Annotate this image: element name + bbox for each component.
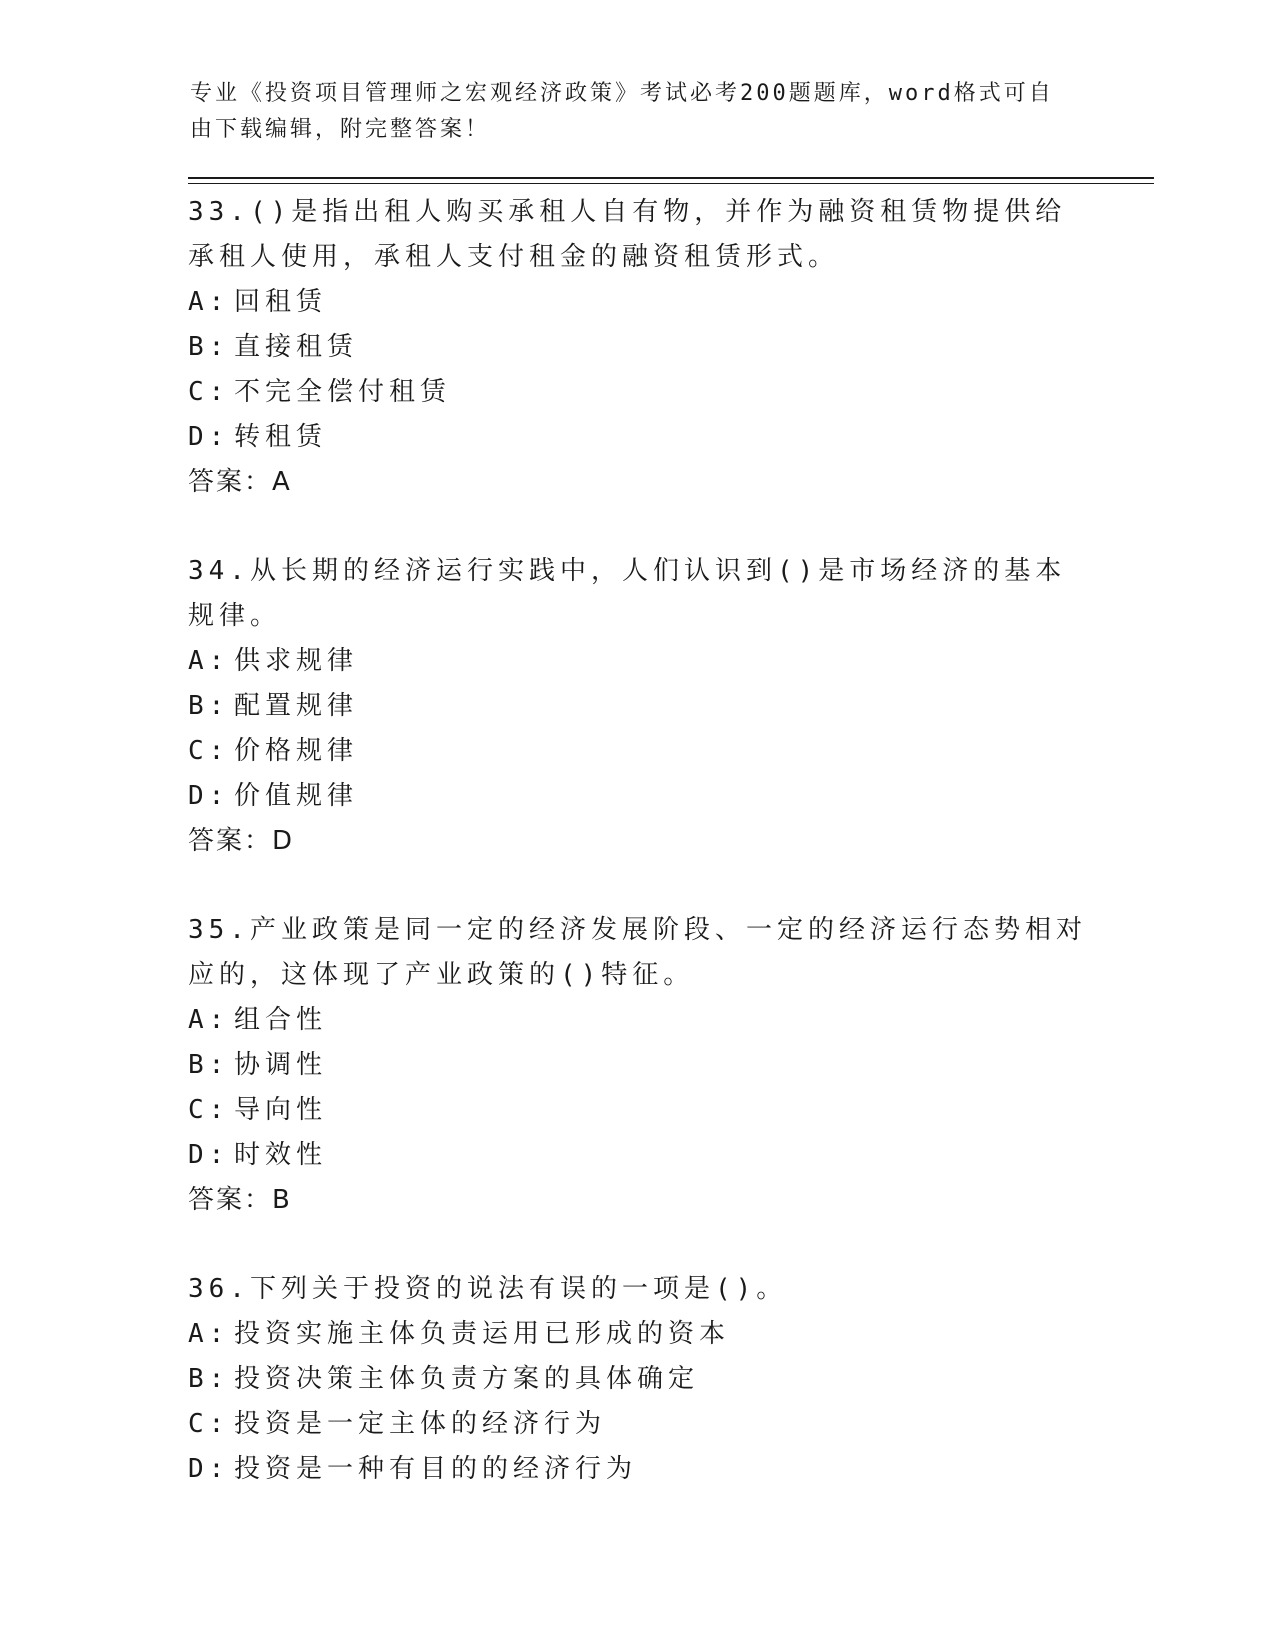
option-b: [188, 1043, 1088, 1088]
option-d: [188, 1447, 1088, 1492]
question-item: [188, 908, 1088, 1223]
option-text: 导向性: [234, 1095, 328, 1125]
question-text: 34.从长期的经济运行实践中，人们认识到()是市场经济的基本规律。: [188, 556, 1067, 631]
option-letter: B:: [188, 332, 230, 362]
option-letter: A:: [188, 646, 230, 676]
option-a: [188, 639, 1088, 684]
option-letter: D:: [188, 422, 230, 452]
answer-line: 答案：D: [188, 826, 295, 856]
option-c: [188, 1088, 1088, 1133]
option-b: [188, 325, 1088, 370]
option-a: [188, 280, 1088, 325]
option-b: [188, 1357, 1088, 1402]
option-a: [188, 1312, 1088, 1357]
option-text: 价格规律: [234, 736, 359, 766]
question-item: [188, 190, 1088, 505]
option-text: 协调性: [234, 1050, 328, 1080]
option-text: 投资实施主体负责运用已形成的资本: [234, 1319, 731, 1349]
question-item: [188, 1267, 1088, 1492]
option-d: [188, 774, 1088, 819]
header-divider-thin: [188, 183, 1154, 184]
option-text: 价值规律: [234, 781, 359, 811]
option-text: 转租赁: [234, 422, 328, 452]
option-d: [188, 415, 1088, 460]
option-letter: A:: [188, 287, 230, 317]
option-c: [188, 370, 1088, 415]
option-letter: B:: [188, 1364, 230, 1394]
option-letter: A:: [188, 1005, 230, 1035]
option-text: 组合性: [234, 1005, 328, 1035]
option-c: [188, 729, 1088, 774]
option-d: [188, 1133, 1088, 1178]
option-letter: C:: [188, 736, 230, 766]
option-text: 投资是一种有目的的经济行为: [234, 1454, 638, 1484]
option-text: 配置规律: [234, 691, 359, 721]
option-letter: D:: [188, 781, 230, 811]
option-letter: C:: [188, 377, 230, 407]
option-letter: C:: [188, 1095, 230, 1125]
option-text: 投资是一定主体的经济行为: [234, 1409, 607, 1439]
answer-line: 答案：A: [188, 467, 292, 497]
question-text: 35.产业政策是同一定的经济发展阶段、一定的经济运行态势相对应的，这体现了产业政策的()特征。: [188, 915, 1087, 990]
option-text: 投资决策主体负责方案的具体确定: [234, 1364, 700, 1394]
option-text: 回租赁: [234, 287, 328, 317]
question-item: [188, 549, 1088, 864]
option-letter: B:: [188, 691, 230, 721]
option-a: [188, 998, 1088, 1043]
option-text: 直接租赁: [234, 332, 359, 362]
question-text: 36.下列关于投资的说法有误的一项是()。: [188, 1274, 788, 1304]
answer-line: 答案：B: [188, 1185, 292, 1215]
option-letter: C:: [188, 1409, 230, 1439]
option-letter: D:: [188, 1140, 230, 1170]
document-header: 专业《投资项目管理师之宏观经济政策》考试必考200题题库，word格式可自由下载编辑，附完整答案！: [190, 81, 1054, 142]
option-letter: D:: [188, 1454, 230, 1484]
question-list: [188, 190, 1088, 1536]
option-text: 供求规律: [234, 646, 359, 676]
option-letter: B:: [188, 1050, 230, 1080]
option-b: [188, 684, 1088, 729]
option-text: 时效性: [234, 1140, 328, 1170]
option-letter: A:: [188, 1319, 230, 1349]
header-divider-thick: [188, 177, 1154, 179]
option-c: [188, 1402, 1088, 1447]
option-text: 不完全偿付租赁: [234, 377, 452, 407]
question-text: 33.()是指出租人购买承租人自有物，并作为融资租赁物提供给承租人使用，承租人支付租金的融资租赁形式。: [188, 197, 1067, 272]
